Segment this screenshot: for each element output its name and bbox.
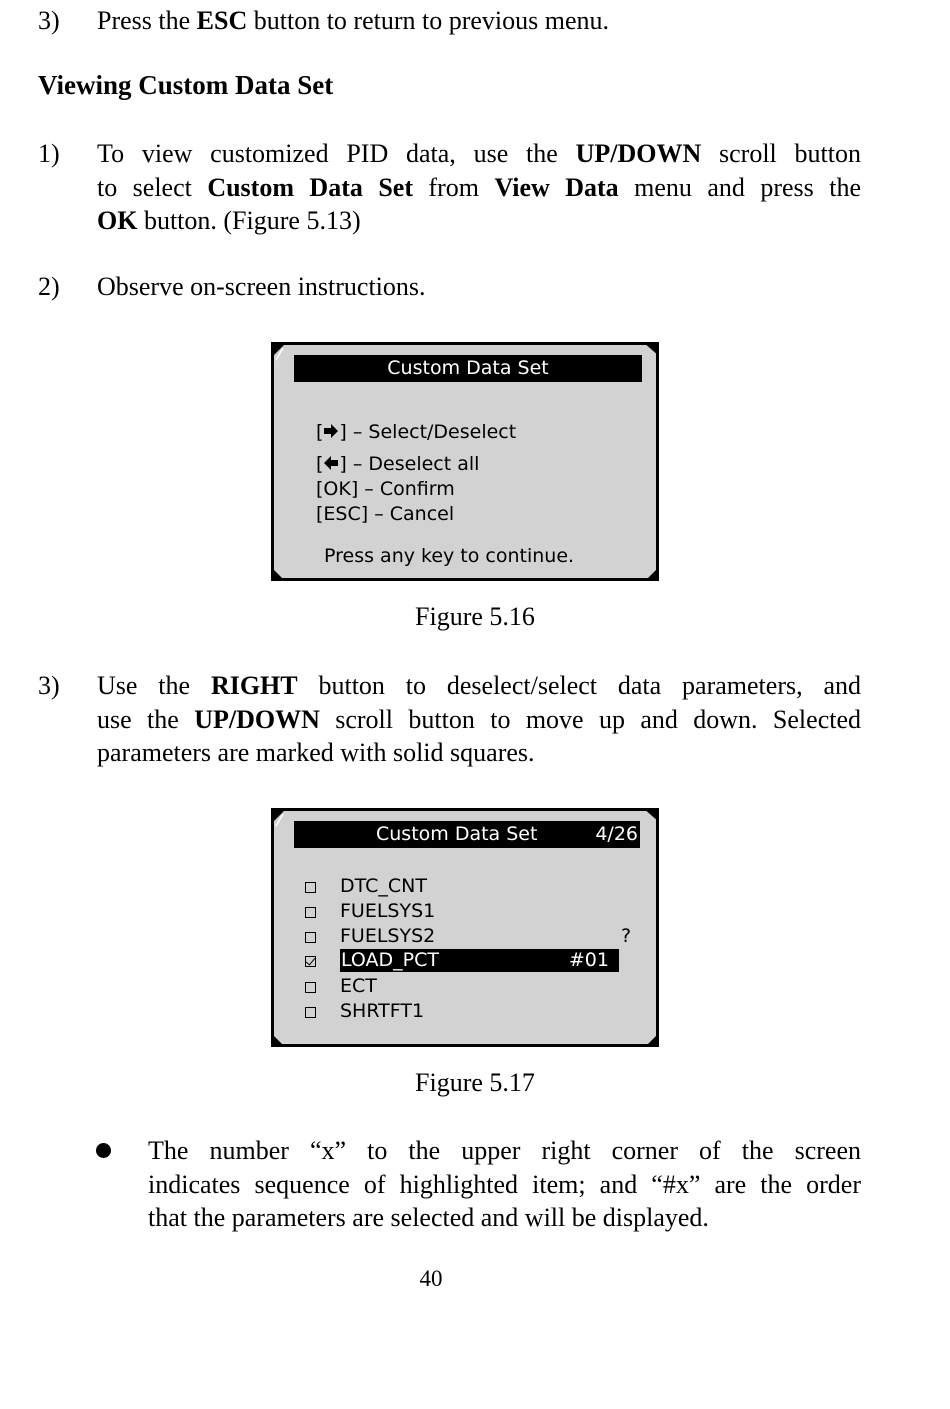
step-number: 3) [38,6,60,35]
checkbox [305,982,316,993]
step-text: Press the ESC button to return to previous menu. [97,6,610,35]
screen-title-bar [294,821,640,848]
parameter-label: FUELSYS1 [340,900,436,922]
scroll-indicator: ? [621,925,632,947]
step-text: Observe on-screen instructions. [97,272,426,301]
checkbox [305,882,316,893]
highlight-bar [340,949,619,972]
figure-caption: Figure 5.16 [415,602,535,631]
device-screen-parameter-list [271,808,659,1047]
instruction-deselect-all: [ ] – Deselect all [316,453,480,475]
step-number: 2) [38,272,60,301]
checkbox [305,932,316,943]
instruction-select-deselect: [ ] – Select/Deselect [316,421,517,443]
figure-caption: Figure 5.17 [415,1068,535,1097]
checkbox [305,907,316,918]
page-number: 40 [419,1266,443,1291]
step-number: 3) [38,671,60,700]
bullet-text: The number “x” to the upper right corner of the screen indicates sequence of highlighted item; and “#x” are the order that the parameters are selected and will be displayed. [148,1136,861,1232]
left-arrow-icon [323,455,339,471]
section-heading: Viewing Custom Data Set [38,70,334,100]
screen-title: Custom Data Set [387,357,549,379]
instruction-confirm: [OK] – Confirm [316,478,455,500]
device-screen-instructions [271,342,659,581]
selection-order: #01 [568,949,609,971]
instruction-cancel: [ESC] – Cancel [316,503,455,525]
screen-title: Custom Data Set [376,823,538,845]
press-any-key-prompt: Press any key to continue. [324,545,575,567]
item-counter: 4/26 [595,823,638,845]
checkbox-checked [305,956,316,967]
parameter-label: DTC_CNT [340,875,427,897]
bullet-point [96,1143,111,1158]
parameter-label: FUELSYS2 [340,925,436,947]
screen-title-bar [294,355,642,382]
step-number: 1) [38,139,60,168]
step-text: Use the RIGHT button to deselect/select data parameters, and use the UP/DOWN scroll button to move up and down. Selected parameters are marked with solid squares. [97,671,861,767]
checkbox [305,1007,316,1018]
step-text: To view customized PID data, use the UP/DOWN scroll button to select Custom Data Set from View Data menu and press the OK button. (Figure 5.13) [97,139,861,235]
parameter-label: ECT [340,975,377,997]
parameter-label: LOAD_PCT [341,949,439,971]
parameter-label: SHRTFT1 [340,1000,425,1022]
right-arrow-icon [323,423,339,439]
